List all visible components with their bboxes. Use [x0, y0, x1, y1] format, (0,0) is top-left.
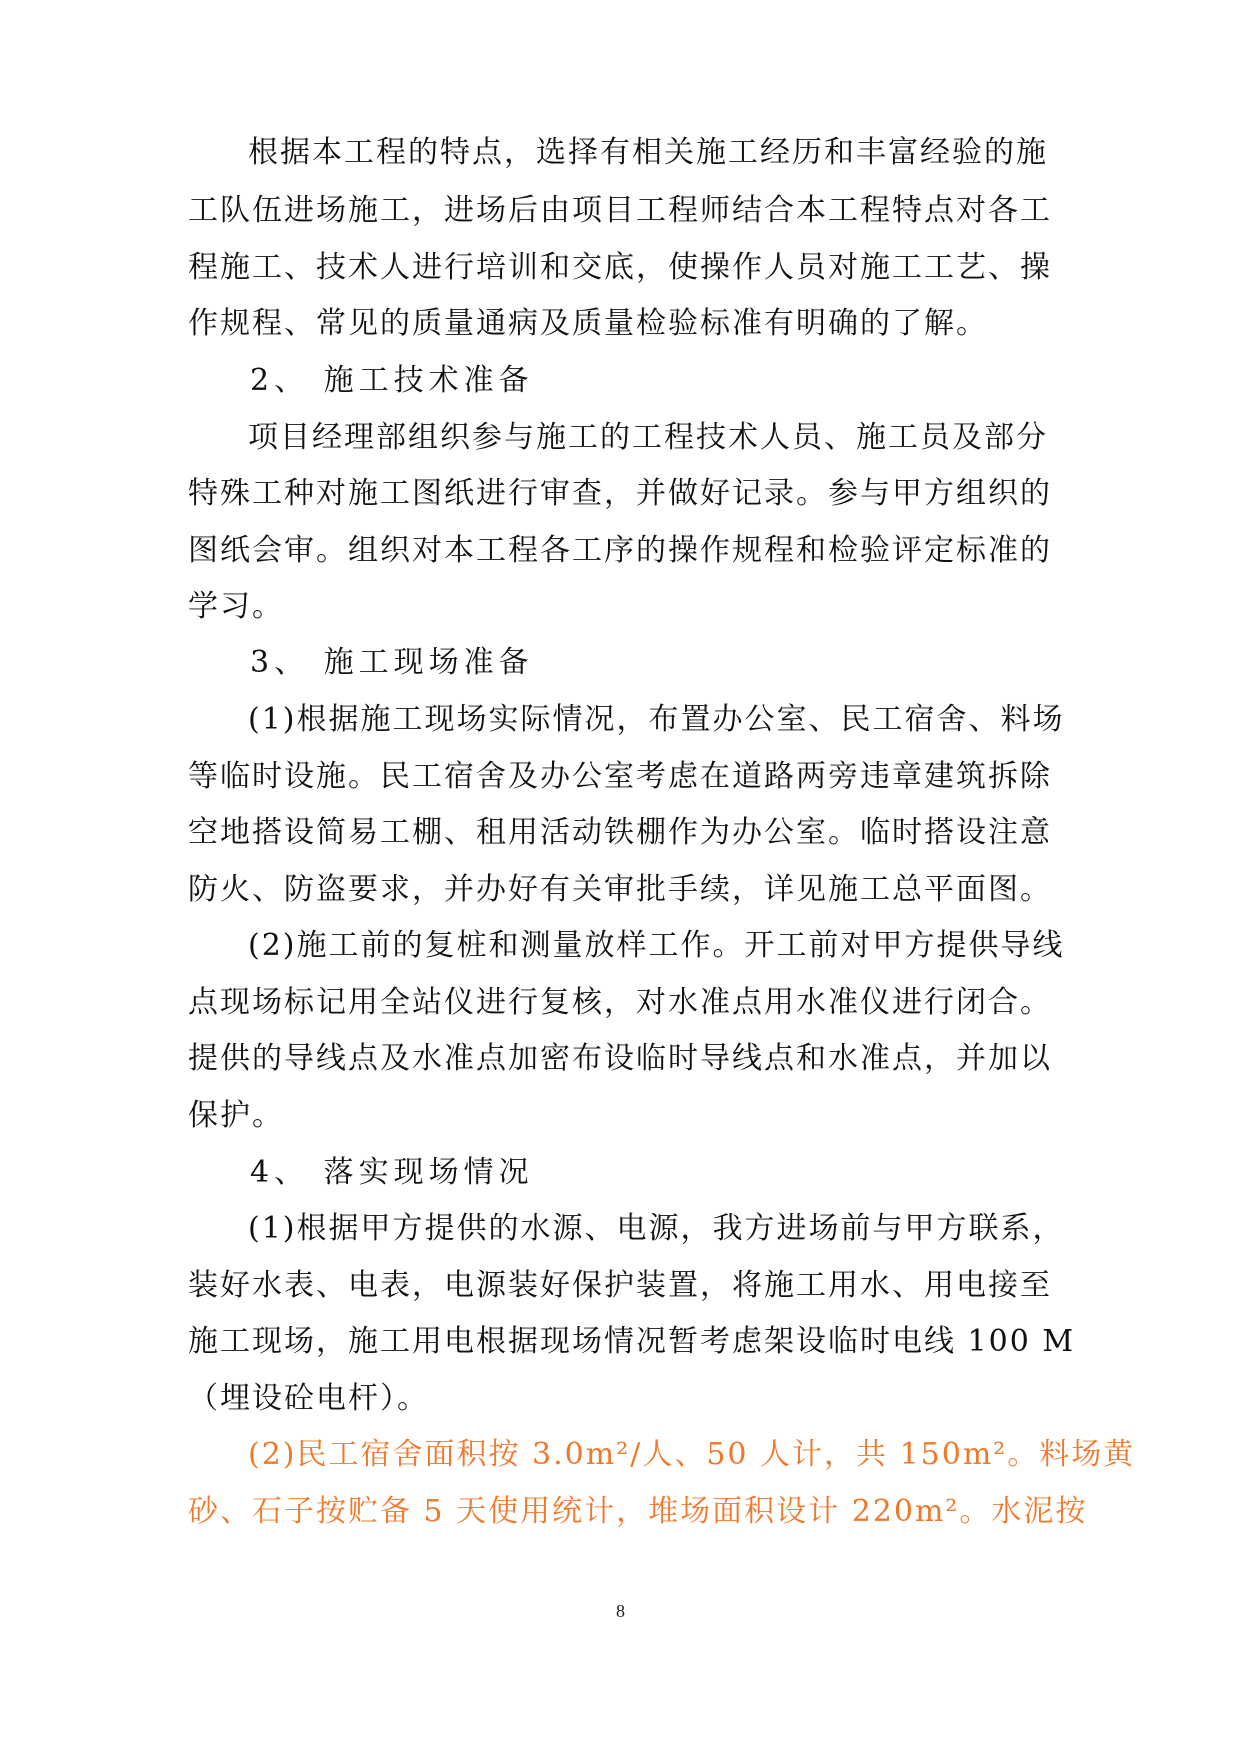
paragraph-line: 作规程、常见的质量通病及质量检验标准有明确的了解。: [188, 306, 988, 341]
page-number: 8: [616, 1601, 625, 1621]
highlighted-paragraph-line: (2)民工宿舍面积按 3.0m²/人、50 人计，共 150m²。料场黄: [248, 1437, 1136, 1472]
paragraph-line: (1)根据施工现场实际情况，布置办公室、民工宿舍、料场: [248, 702, 1065, 737]
section-heading: 4、 落实现场情况: [250, 1155, 534, 1190]
paragraph-line: 学习。: [188, 589, 284, 624]
paragraph-line: 工队伍进场施工，进场后由项目工程师结合本工程特点对各工: [188, 193, 1052, 228]
paragraph-line: 空地搭设简易工棚、租用活动铁棚作为办公室。临时搭设注意: [188, 815, 1052, 850]
paragraph-line: 特殊工种对施工图纸进行审查，并做好记录。参与甲方组织的: [188, 476, 1052, 511]
paragraph-line: 项目经理部组织参与施工的工程技术人员、施工员及部分: [248, 420, 1048, 455]
paragraph-line: 根据本工程的特点，选择有相关施工经历和丰富经验的施: [248, 135, 1048, 170]
paragraph-line: 装好水表、电表，电源装好保护装置，将施工用水、用电接至: [188, 1268, 1052, 1303]
paragraph-line: 点现场标记用全站仪进行复核，对水准点用水准仪进行闭合。: [188, 985, 1052, 1020]
paragraph-line: 提供的导线点及水准点加密布设临时导线点和水准点，并加以: [188, 1041, 1052, 1076]
highlighted-paragraph-line: 砂、石子按贮备 5 天使用统计，堆场面积设计 220m²。水泥按: [188, 1494, 1088, 1529]
paragraph-line: 图纸会审。组织对本工程各工序的操作规程和检验评定标准的: [188, 533, 1052, 568]
paragraph-line: (2)施工前的复桩和测量放样工作。开工前对甲方提供导线: [248, 928, 1065, 963]
paragraph-line: 等临时设施。民工宿舍及办公室考虑在道路两旁违章建筑拆除: [188, 759, 1052, 794]
paragraph-line: (1)根据甲方提供的水源、电源，我方进场前与甲方联系，: [248, 1211, 1065, 1246]
paragraph-line: 施工现场，施工用电根据现场情况暂考虑架设临时电线 100 M: [188, 1324, 1076, 1359]
paragraph-line: 防火、防盗要求，并办好有关审批手续，详见施工总平面图。: [188, 872, 1052, 907]
paragraph-line: 程施工、技术人进行培训和交底，使操作人员对施工工艺、操: [188, 250, 1052, 285]
paragraph-line: 保护。: [188, 1098, 284, 1133]
section-heading: 2、 施工技术准备: [250, 363, 534, 398]
paragraph-line: （埋设砼电杆）。: [188, 1381, 429, 1416]
section-heading: 3、 施工现场准备: [250, 645, 534, 680]
